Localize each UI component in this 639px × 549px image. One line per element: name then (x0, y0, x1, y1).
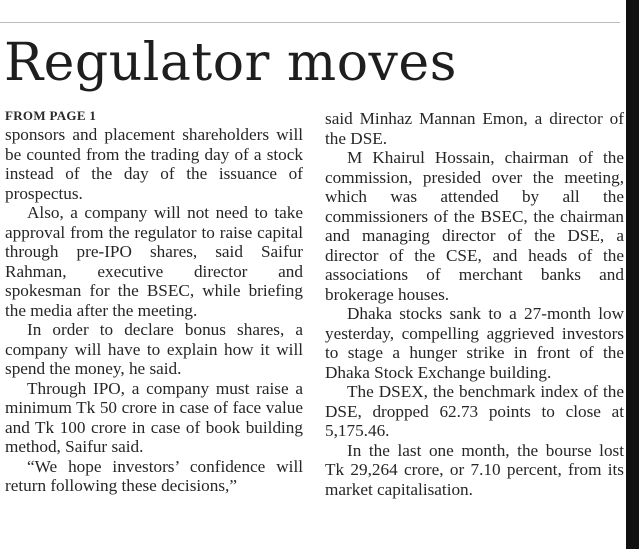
page-edge-shadow (626, 0, 639, 549)
article-column-right (325, 109, 624, 499)
paragraph: The DSEX, the benchmark index of the DSE, dropped 62.73 points to close at 5,175.46. (325, 382, 624, 440)
paragraph: M Khairul Hossain, chairman of the commission, presided over the meeting, which was attended by all the commissioners of the BSEC, the chairman and managing director of the DSE, a director of the CSE, and heads of the associations of merchant banks and brokerage houses. (325, 148, 624, 304)
paragraph: In the last one month, the bourse lost Tk 29,264 crore, or 7.10 percent, from its market capitalisation. (325, 440, 624, 499)
article-column-left (5, 125, 303, 496)
paragraph: In order to declare bonus shares, a company will have to explain how it will spend the money, he said. (5, 320, 303, 378)
paragraph: Also, a company will not need to take approval from the regulator to raise capital through pre-IPO shares, said Saifur Rahman, executive director and spokesman for the BSEC, while briefing the media after the meeting. (5, 203, 303, 320)
article-kicker: FROM PAGE 1 (5, 108, 97, 123)
paragraph: sponsors and placement shareholders will be counted from the trading day of a stock instead of the day of the issuance of prospectus. (5, 125, 303, 203)
page-top-rule (0, 0, 620, 23)
paragraph: Through IPO, a company must raise a minimum Tk 50 crore in case of face value and Tk 100 crore in case of book building method, Saifur said. (5, 378, 303, 456)
article-headline: Regulator moves (4, 33, 457, 93)
paragraph: “We hope investors’ confidence will return following these decisions,” (5, 456, 303, 495)
paragraph: Dhaka stocks sank to a 27-month low yesterday, compelling aggrieved investors to stage a hunger strike in front of the Dhaka Stock Exchange building. (325, 304, 624, 382)
paragraph: said Minhaz Mannan Emon, a director of the DSE. (325, 109, 624, 148)
